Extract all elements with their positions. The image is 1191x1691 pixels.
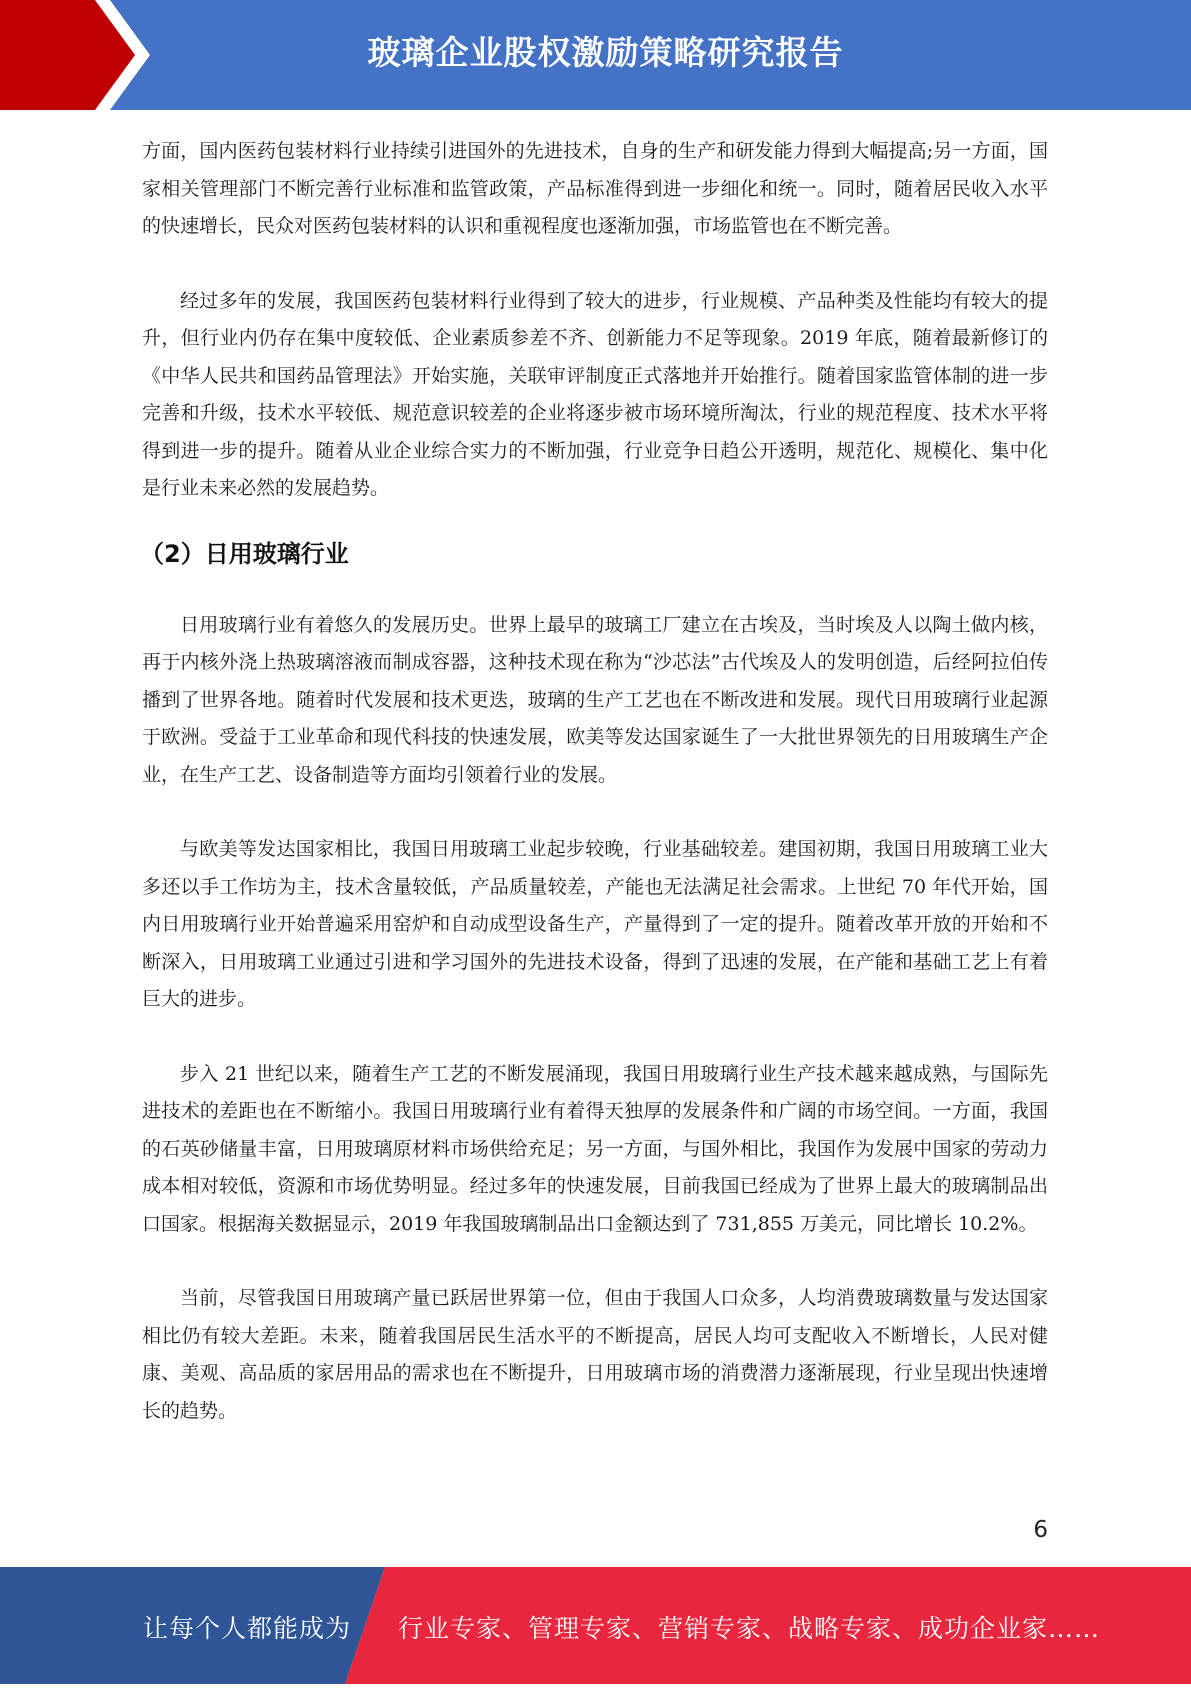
footer-slogan-left: 让每个人都能成为 <box>143 1614 352 1643</box>
page-footer <box>0 1567 1191 1684</box>
report-title: 玻璃企业股权激励策略研究报告 <box>367 33 844 72</box>
paragraph-3: 日用玻璃行业有着悠久的发展历史。世界上最早的玻璃工厂建立在古埃及，当时埃及人以陶土做内核，再于内核外浇上热玻璃溶液而制成容器，这种技术现在称为“沙芯法”古代埃及人的发明创造，后经阿拉伯传播到了世界各地。随着时代发展和技术更迭，玻璃的生产工艺也在不断改进和发展。现代日用玻璃行业起源于欧洲。受益于工业革命和现代科技的快速发展，欧美等发达国家诞生了一大批世界领先的日用玻璃生产企业，在生产工艺、设备制造等方面均引领着行业的发展。 <box>142 613 1048 786</box>
page-content <box>142 133 1048 1430</box>
page-number: 6 <box>1033 1517 1048 1543</box>
page-header <box>0 0 1191 110</box>
paragraph-5: 步入 21 世纪以来，随着生产工艺的不断发展涌现，我国日用玻璃行业生产技术越来越成熟，与国际先进技术的差距也在不断缩小。我国日用玻璃行业有着得天独厚的发展条件和广阔的市场空间。一方面，我国的石英砂储量丰富，日用玻璃原材料市场供给充足；另一方面，与国外相比，我国作为发展中国家的劳动力成本相对较低，资源和市场优势明显。经过多年的快速发展，目前我国已经成为了世界上最大的玻璃制品出口国家。根据海关数据显示，2019 年我国玻璃制品出口金额达到了 731,855 万美元，同比增长 10.2%。 <box>142 1062 1048 1235</box>
section-heading: （2）日用玻璃行业 <box>140 539 349 568</box>
paragraph-6: 当前，尽管我国日用玻璃产量已跃居世界第一位，但由于我国人口众多，人均消费玻璃数量与发达国家相比仍有较大差距。未来，随着我国居民生活水平的不断提高，居民人均可支配收入不断增长，人民对健康、美观、高品质的家居用品的需求也在不断提升，日用玻璃市场的消费潜力逐渐展现，行业呈现出快速增长的趋势。 <box>142 1287 1048 1422</box>
footer-slogan-right: 行业专家、管理专家、营销专家、战略专家、成功企业家…… <box>398 1614 1101 1643</box>
paragraph-1: 方面，国内医药包装材料行业持续引进国外的先进技术，自身的生产和研发能力得到大幅提高;另一方面，国家相关管理部门不断完善行业标准和监管政策，产品标准得到进一步细化和统一。同时，随着居民收入水平的快速增长，民众对医药包装材料的认识和重视程度也逐渐加强，市场监管也在不断完善。 <box>142 140 1048 237</box>
paragraph-2: 经过多年的发展，我国医药包装材料行业得到了较大的进步，行业规模、产品种类及性能均有较大的提升，但行业内仍存在集中度较低、企业素质参差不齐、创新能力不足等现象。2019 年底，随着最新修订的《中华人民共和国药品管理法》开始实施，关联审评制度正式落地并开始推行。随着国家监管体制的进一步完善和升级，技术水平较低、规范意识较差的企业将逐步被市场环境所淘汰，行业的规范程度、技术水平将得到进一步的提升。随着从业企业综合实力的不断加强，行业竞争日趋公开透明，规范化、规模化、集中化是行业未来必然的发展趋势。 <box>142 289 1048 499</box>
paragraph-4: 与欧美等发达国家相比，我国日用玻璃工业起步较晚，行业基础较差。建国初期，我国日用玻璃工业大多还以手工作坊为主，技术含量较低，产品质量较差，产能也无法满足社会需求。上世纪 70 年代开始，国内日用玻璃行业开始普遍采用窑炉和自动成型设备生产，产量得到了一定的提升。随着改革开放的开始和不断深入，日用玻璃工业通过引进和学习国外的先进技术设备，得到了迅速的发展，在产能和基础工艺上有着巨大的进步。 <box>142 838 1048 1010</box>
